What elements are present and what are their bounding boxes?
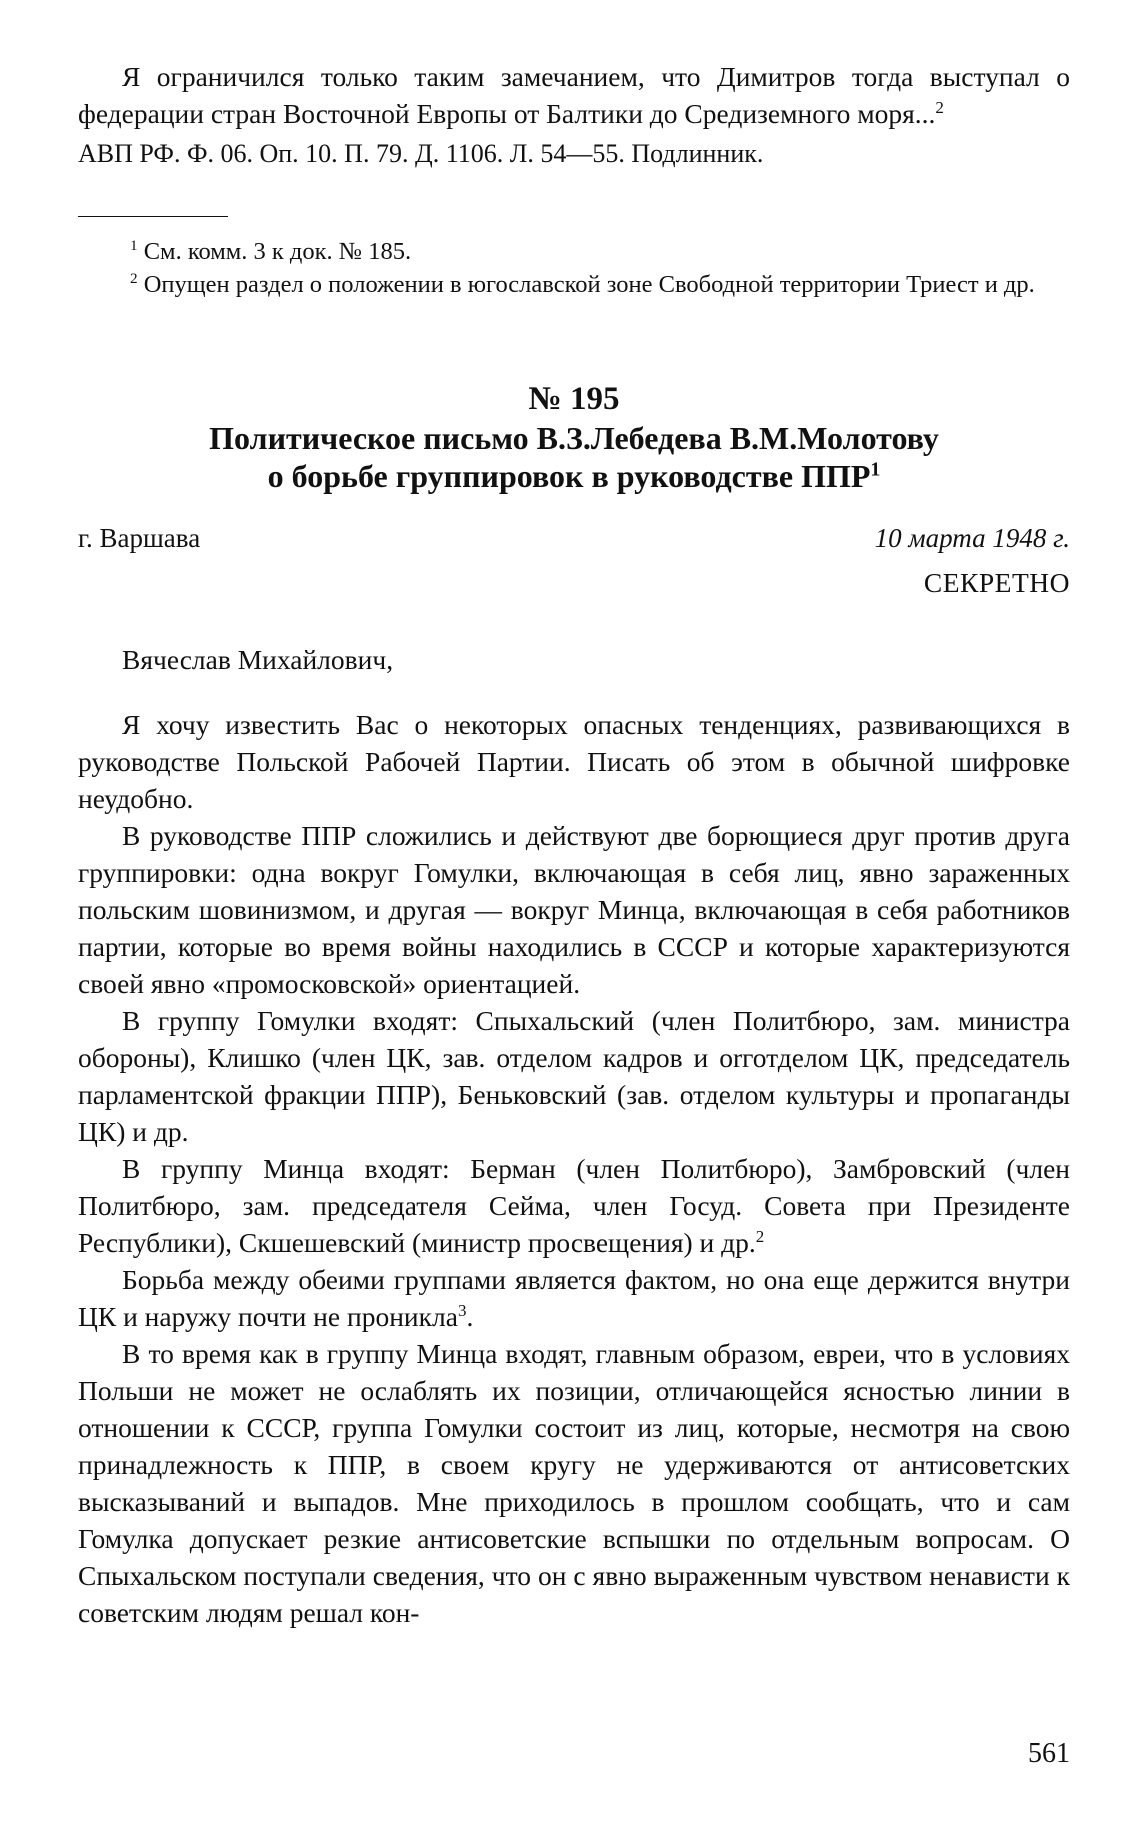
title-footnote-ref: 1 — [870, 458, 881, 481]
footnote-1: $^1$ См. комм. 3 к док. № 185. — [130, 236, 412, 265]
paragraph: В руководстве ППР сложились и действуют две борющиеся друг против друга группировки: одна вокруг Гомулки, включающая в себя лиц, явно зараженных польским шовинизмом, и другая — вокруг Минца, включающая в себя работников партии, которые во время войны находились в СССР и которые характеризуются своей явно «промосковской» ориентацией. — [78, 820, 1070, 999]
footnote-2-number: 2 — [130, 269, 138, 287]
footnote-divider — [78, 216, 228, 217]
page-number: 561 — [1028, 1738, 1070, 1769]
document-title — [78, 419, 1070, 495]
paragraph: В группу Гомулки входят: Спыхальский (член Политбюро, зам. министра обороны), Клишко (член ЦК, зав. отделом кадров и orготделом ЦК, председатель парламентской фракции ППР), Беньковский (зав. отделом культуры и пропаганды ЦК) и др. — [78, 1005, 1070, 1147]
document-title-line-2: о борьбе группировок в руководстве ППР — [267, 458, 871, 494]
paragraph: В то время как в группу Минца входят, главным образом, евреи, что в условиях Польши не может не ослаблять их позиции, отличающейся ясностью линии в отношении к СССР, группа Гомулки состоит из лиц, которые, несмотря на свою принадлежность к ППР, в своем кругу не удерживаются от антисоветских высказываний и выпадов. Мне приходилось в прошлом сообщать, что и сам Гомулка допускает резкие антисоветские вспышки по отдельным вопросам. О Спыхальском поступали сведения, что он с явно выраженным чувством ненависти к советским людям решал кон- — [78, 1338, 1070, 1628]
footnote-1-number: 1 — [130, 236, 138, 254]
previous-document-closing-paragraph: Я ограничился только таким замечанием, что Димитров тогда выступал о федерации стран Восточной Европы от Балтики до Средиземного моря...$^2$ — [78, 61, 1070, 129]
document-number: № 195 — [528, 381, 620, 417]
document-place: г. Варшава — [78, 523, 201, 553]
letter-body — [78, 706, 1070, 1631]
document-header-meta — [78, 521, 1070, 555]
document-date: 10 марта 1948 г. — [874, 523, 1070, 553]
salutation: Вячеслав Михайлович, — [122, 644, 394, 675]
footnote-ref-2: 2 — [935, 97, 944, 117]
paragraph: Я хочу известить Вас о некоторых опасных тенденциях, развивающихся в руководстве Польской Рабочей Партии. Писать об этом в обычной шифровке неудобно. — [78, 709, 1070, 814]
paragraph: В группу Минца входят: Берман (член Политбюро), Замбровский (член Политбюро, зам. председателя Сейма, член Госуд. Совета при Президенте Республики), Скшешевский (министр просвещения) и др.$^2$ — [78, 1153, 1070, 1258]
paragraph: Борьба между обеими группами является фактом, но она еще держится внутри ЦК и наружу почти не проникла$^3$. — [78, 1264, 1070, 1332]
footnote-2: $^2$ Опущен раздел о положении в югославской зоне Свободной территории Триест и др. — [130, 269, 1035, 298]
footnote-ref: 2 — [755, 1226, 765, 1246]
archive-reference: АВП РФ. Ф. 06. Оп. 10. П. 79. Д. 1106. Л. 54—55. Подлинник. — [78, 139, 764, 168]
footnote-ref: 3 — [457, 1300, 467, 1320]
document-title-line-1: Политическое письмо В.З.Лебедева В.М.Молотову — [209, 420, 939, 456]
classification-stamp: СЕКРЕТНО — [923, 567, 1070, 598]
